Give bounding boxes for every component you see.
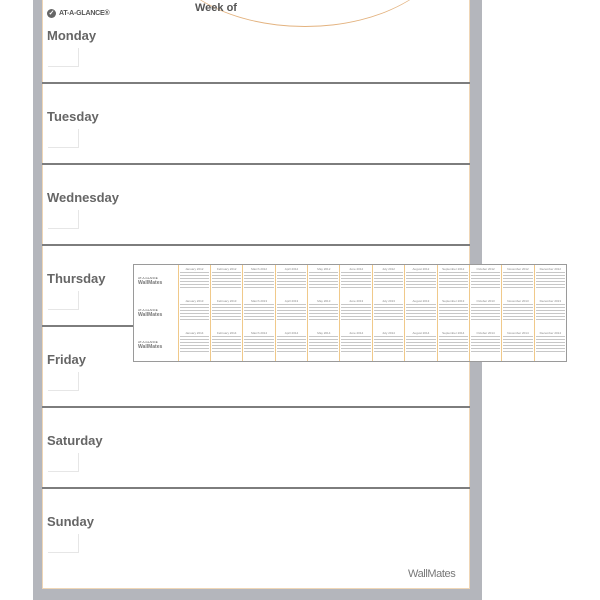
day-divider <box>42 163 470 165</box>
mini-month <box>501 329 533 361</box>
strip-logo: AT-A-GLANCE WallMates <box>138 276 163 286</box>
mini-month <box>469 329 501 361</box>
month-title: May 2013 <box>317 299 331 303</box>
mini-month <box>372 265 404 297</box>
day-label: Friday <box>47 352 87 367</box>
mini-month <box>469 265 501 297</box>
month-title: November 2013 <box>507 299 529 303</box>
date-box[interactable] <box>48 372 79 391</box>
month-title: December 2012 <box>539 267 561 271</box>
mini-month <box>275 297 307 329</box>
day-label: Monday <box>47 28 97 43</box>
mini-month <box>275 329 307 361</box>
month-title: April 2014 <box>284 331 299 335</box>
day-section-sunday[interactable] <box>42 514 470 592</box>
month-title: November 2012 <box>507 267 529 271</box>
strip-logo: AT-A-GLANCE WallMates <box>138 308 163 318</box>
calendar-year-row <box>134 329 566 361</box>
mini-month <box>501 265 533 297</box>
brand-logo <box>47 9 109 18</box>
mini-month <box>275 265 307 297</box>
mini-month <box>469 297 501 329</box>
yearly-calendar-strip[interactable] <box>133 264 567 362</box>
month-title: November 2014 <box>507 331 529 335</box>
mini-month <box>404 329 436 361</box>
month-title: October 2012 <box>476 267 495 271</box>
month-title: July 2012 <box>382 267 395 271</box>
mini-month <box>437 297 469 329</box>
date-box[interactable] <box>48 48 79 67</box>
month-title: March 2014 <box>251 331 267 335</box>
month-title: March 2013 <box>251 299 267 303</box>
brand-text: AT-A-GLANCE® <box>59 10 110 17</box>
mini-month <box>307 265 339 297</box>
month-title: February 2014 <box>216 331 237 335</box>
day-divider <box>42 244 470 246</box>
day-divider <box>42 82 470 84</box>
mini-month <box>534 329 566 361</box>
mini-month <box>210 329 242 361</box>
month-title: August 2013 <box>412 299 430 303</box>
date-box[interactable] <box>48 291 79 310</box>
month-title: September 2012 <box>442 267 465 271</box>
mini-month <box>307 329 339 361</box>
month-title: March 2012 <box>251 267 267 271</box>
mini-month <box>178 265 210 297</box>
calendar-year-row <box>134 297 566 329</box>
month-title: August 2014 <box>412 331 430 335</box>
day-label: Thursday <box>47 271 106 286</box>
month-title: June 2012 <box>349 267 364 271</box>
mini-month <box>242 329 274 361</box>
date-box[interactable] <box>48 453 79 472</box>
month-title: August 2012 <box>412 267 430 271</box>
mini-month <box>404 265 436 297</box>
month-title: June 2013 <box>349 299 364 303</box>
month-title: January 2014 <box>185 331 204 335</box>
day-divider <box>42 487 470 489</box>
check-icon: ✓ <box>48 10 55 17</box>
mini-month <box>501 297 533 329</box>
month-title: July 2013 <box>382 299 395 303</box>
mini-month <box>210 265 242 297</box>
strip-logo: AT-A-GLANCE WallMates <box>138 340 163 350</box>
mini-month <box>534 297 566 329</box>
month-title: July 2014 <box>382 331 395 335</box>
week-of-label: Week of <box>195 2 237 14</box>
day-section-monday[interactable] <box>42 28 470 106</box>
mini-month <box>339 297 371 329</box>
month-title: October 2013 <box>476 299 495 303</box>
date-box[interactable] <box>48 210 79 229</box>
date-box[interactable] <box>48 129 79 148</box>
day-section-friday[interactable] <box>42 352 470 430</box>
month-title: May 2012 <box>317 267 331 271</box>
day-label: Saturday <box>47 433 103 448</box>
day-section-wednesday[interactable] <box>42 190 470 268</box>
day-label: Wednesday <box>47 190 120 205</box>
month-title: December 2014 <box>539 331 561 335</box>
month-title: September 2013 <box>442 299 465 303</box>
month-title: February 2013 <box>216 299 237 303</box>
mini-month <box>307 297 339 329</box>
calendar-year-row <box>134 265 566 297</box>
mini-month <box>339 265 371 297</box>
mini-month <box>372 329 404 361</box>
mini-month <box>178 329 210 361</box>
month-title: April 2012 <box>284 267 299 271</box>
day-label: Sunday <box>47 514 94 529</box>
month-title: April 2013 <box>284 299 299 303</box>
month-title: October 2014 <box>476 331 495 335</box>
month-title: September 2014 <box>442 331 465 335</box>
mini-month <box>437 329 469 361</box>
day-label: Tuesday <box>47 109 99 124</box>
mini-month <box>437 265 469 297</box>
mini-month <box>404 297 436 329</box>
mini-month <box>534 265 566 297</box>
mini-month <box>242 265 274 297</box>
month-title: January 2013 <box>185 299 204 303</box>
mini-month <box>372 297 404 329</box>
mini-month <box>242 297 274 329</box>
wallmates-logo: WallMates <box>408 568 456 580</box>
day-divider <box>42 406 470 408</box>
month-title: June 2014 <box>349 331 364 335</box>
day-section-saturday[interactable] <box>42 433 470 511</box>
mini-month <box>339 329 371 361</box>
month-title: January 2012 <box>185 267 204 271</box>
mini-month <box>178 297 210 329</box>
date-box[interactable] <box>48 534 79 553</box>
month-title: February 2012 <box>216 267 237 271</box>
mini-month <box>210 297 242 329</box>
month-title: December 2013 <box>539 299 561 303</box>
day-section-tuesday[interactable] <box>42 109 470 187</box>
month-title: May 2014 <box>317 331 331 335</box>
